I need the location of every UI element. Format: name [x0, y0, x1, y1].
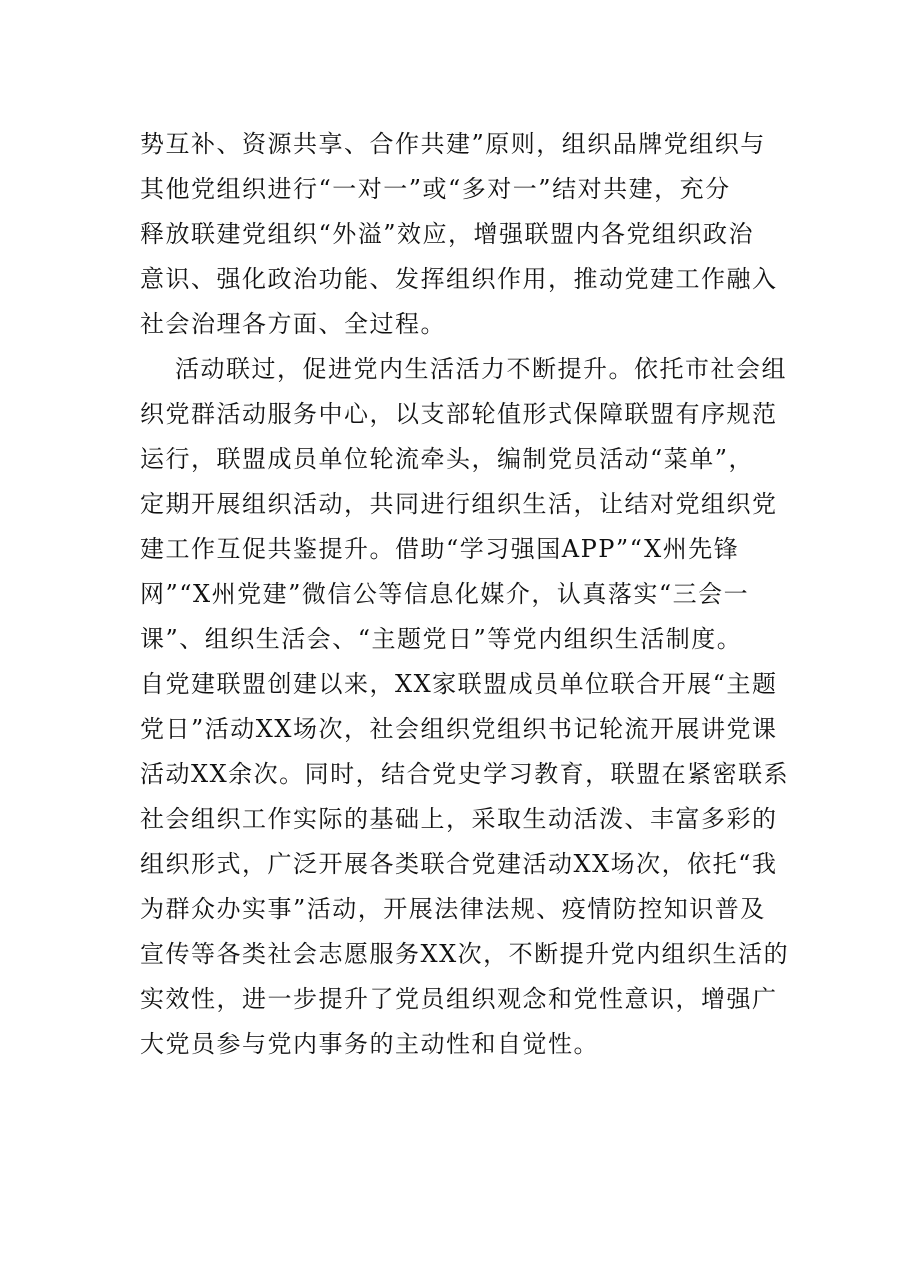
- text-line: 运行，联盟成员单位轮流牵头，编制党员活动“菜单”，: [140, 445, 755, 473]
- text-line: 大党员参与党内事务的主动性和自觉性。: [140, 1030, 599, 1058]
- text-line: 释放联建党组织“外溢”效应，增强联盟内各党组织政治: [140, 220, 755, 248]
- text-line: 组织形式，广泛开展各类联合党建活动XX场次，依托“我: [140, 850, 778, 878]
- text-line: 意识、强化政治功能、发挥组织作用，推动党建工作融入: [140, 265, 778, 293]
- text-line: 其他党组织进行“一对一”或“多对一”结对共建，充分: [140, 175, 731, 203]
- text-line: 建工作互促共鉴提升。借助“学习强国APP”“X州先锋: [140, 535, 740, 563]
- text-line: 社会组织工作实际的基础上，采取生动活泼、丰富多彩的: [140, 805, 778, 833]
- text-line: 网”“X州党建”微信公等信息化媒介，认真落实“三会一: [140, 580, 750, 608]
- text-line: 定期开展组织活动，共同进行组织生活，让结对党组织党: [140, 490, 778, 518]
- text-line: 织党群活动服务中心，以支部轮值形式保障联盟有序规范: [140, 400, 778, 428]
- text-line: 宣传等各类社会志愿服务XX次，不断提升党内组织生活的: [140, 940, 790, 968]
- text-line: 课”、组织生活会、“主题党日”等党内组织生活制度。: [140, 625, 743, 653]
- document-body: [140, 122, 790, 1067]
- text-line: 党日”活动XX场次，社会组织党组织书记轮流开展讲党课: [140, 715, 778, 743]
- text-line: 自党建联盟创建以来，XX家联盟成员单位联合开展“主题: [140, 670, 778, 698]
- text-line: 社会治理各方面、全过程。: [140, 310, 446, 338]
- text-line: 活动XX余次。同时，结合党史学习教育，联盟在紧密联系: [140, 760, 790, 788]
- text-line: 实效性，进一步提升了党员组织观念和党性意识，增强广: [140, 985, 778, 1013]
- paragraph-first-line: 活动联过，促进党内生活活力不断提升。依托市社会组: [175, 355, 787, 383]
- text-line: 势互补、资源共享、合作共建”原则，组织品牌党组织与: [140, 130, 766, 158]
- text-line: 为群众办实事”活动，开展法律法规、疫情防控知识普及: [140, 895, 766, 923]
